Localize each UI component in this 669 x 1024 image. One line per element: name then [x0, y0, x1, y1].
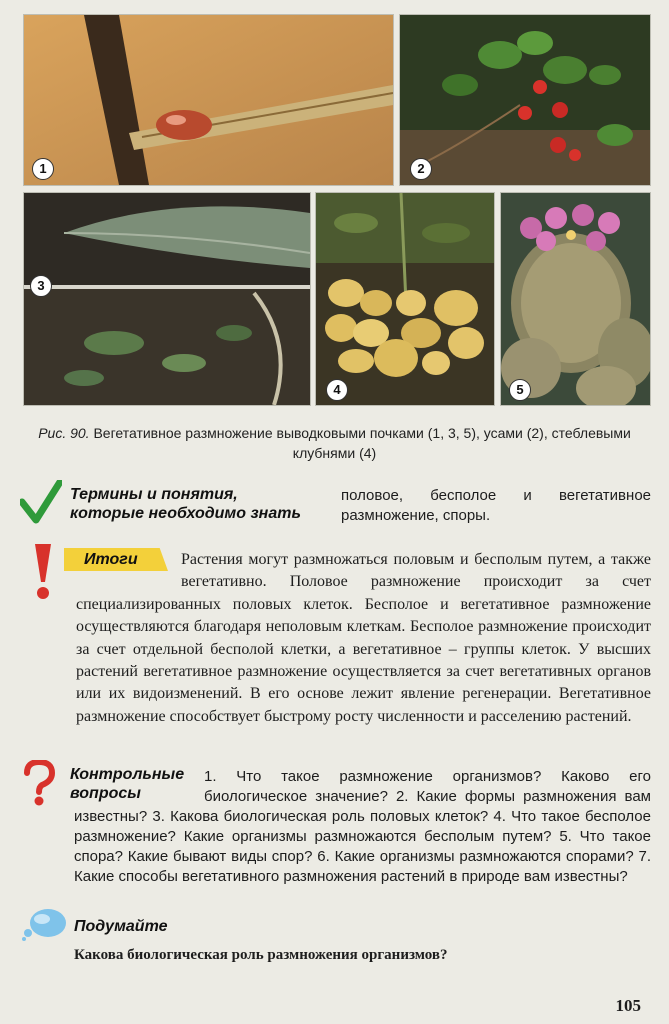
- page-number: 105: [615, 996, 641, 1015]
- think-body: Какова биологическая роль размножения организмов?: [74, 947, 448, 963]
- photo-potato-tubers: [315, 192, 495, 406]
- photo-number-4: 4: [326, 379, 348, 401]
- questions-title-line2: вопросы: [70, 785, 141, 802]
- photo-number-2: 2: [410, 158, 432, 180]
- terms-title-line2: которые необходимо знать: [70, 505, 301, 522]
- questions-title-line1: Контрольные: [70, 766, 185, 783]
- summary-body: Растения могут размножаться половым и бесполым путем, а также вегетативно. Половое размножение происходит за счет специализированных половых клеток. Бесполое и вегетативное размножение осуществляются благодаря неполовым клеткам. Бесполое размножение происходит за счет отдельной бесполой клетки, а вегетативное – группы клеток. У высших растений вегетативное размножение осуществляется за счет вегетативных органов или их видоизменений. В его основе лежит явление регенерации. Вегетативное размножение способствует быстрому росту численности и расселению растений.: [76, 551, 651, 725]
- question-mark-icon: [22, 760, 56, 806]
- summary-title: Итоги: [84, 551, 138, 568]
- thought-bubble-icon: [22, 907, 68, 941]
- terms-title: [70, 485, 301, 523]
- caption-label: Рис. 90.: [38, 425, 90, 441]
- photo-number-3: 3: [30, 275, 52, 297]
- photo-number-1: 1: [32, 158, 54, 180]
- figure-caption: [22, 423, 647, 463]
- exclamation-icon: [30, 540, 56, 602]
- caption-text: Вегетативное размножение выводковыми почками (1, 3, 5), усами (2), стеблевыми клубнями (4): [93, 425, 631, 461]
- terms-title-line1: Термины и понятия,: [70, 486, 238, 503]
- think-title: Подумайте: [74, 918, 168, 935]
- photo-brood-bud-leaf: [23, 14, 394, 186]
- photo-cactus: [500, 192, 651, 406]
- photo-kalanchoe-plantlets: [23, 192, 311, 406]
- photo-strawberry-runners: [399, 14, 651, 186]
- questions-body: 1. Что такое размножение организмов? Каково его биологическое значение? 2. Какие формы размножения вам известны? 3. Какова биологическая роль половых клеток? 4. Что такое бесполое размножение? Какие организмы размножаются бесполым путем? 5. Что такое спора? Какие бывают виды спор? 6. Какие организмы размножаются спорами? 7. Какие способы вегетативного размножения растений в природе вам известны?: [74, 768, 651, 885]
- terms-body: половое, бесполое и вегетативное размножение, споры.: [341, 487, 651, 524]
- checkmark-icon: [20, 480, 62, 524]
- photo-number-5: 5: [509, 379, 531, 401]
